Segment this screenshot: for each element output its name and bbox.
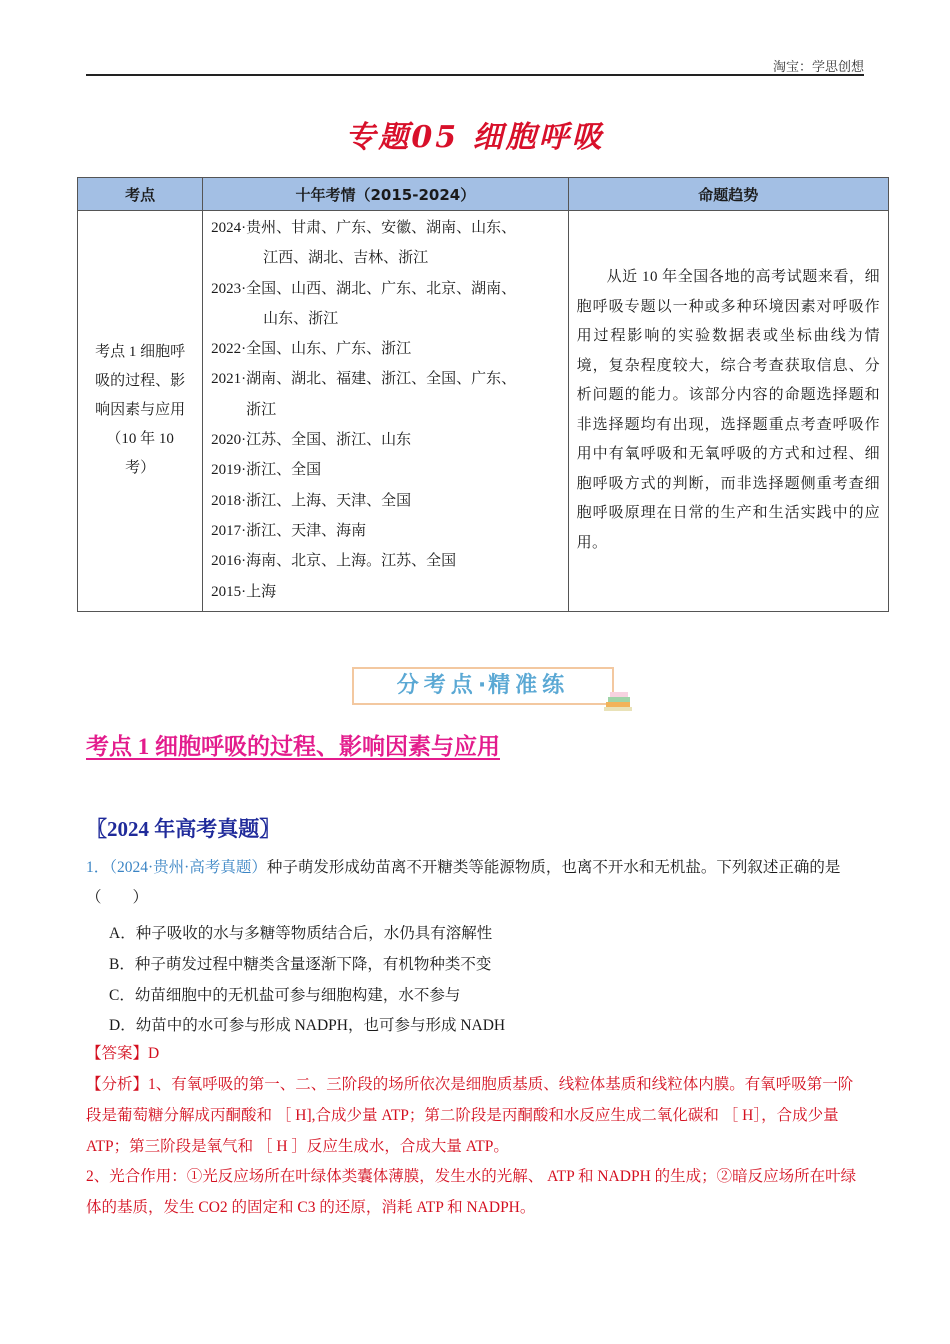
section-title: 〖2024 年高考真题〗 [86, 817, 281, 841]
overview-table [77, 177, 889, 612]
question-number: 1． [86, 859, 110, 876]
kaodian-line: （10 年 10 [106, 431, 174, 448]
banner-text-1: 分考点 [396, 673, 478, 698]
question-stem: 种子萌发形成幼苗离不开糖类等能源物质，也离不开水和无机盐。下列叙述正确的是（ ） [86, 859, 841, 906]
year-line: 山东、浙江 [263, 310, 339, 327]
books-icon [604, 690, 634, 712]
header-kaodian: 考点 [78, 178, 203, 211]
years-cell [203, 211, 568, 612]
year-line: 2022·全国、山东、广东、浙江 [211, 341, 412, 358]
year-line: 2021·湖南、湖北、福建、浙江、全国、广东、 [211, 371, 517, 388]
header-shop-text: 淘宝：学思创想 [772, 60, 864, 75]
option-d: D．幼苗中的水可参与形成 NADPH，也可参与形成 NADH [109, 1017, 506, 1034]
header-ten-years: 十年考情（2015-2024） [203, 178, 568, 211]
table-row [78, 211, 889, 612]
option-c: C．幼苗细胞中的无机盐可参与细胞构建，水不参与 [109, 987, 461, 1004]
year-line: 浙江 [246, 401, 277, 418]
year-line: 2024·贵州、甘肃、广东、安徽、湖南、山东、 [211, 220, 517, 236]
question-1 [86, 853, 866, 913]
page-header [86, 56, 864, 76]
year-line: 2018·浙江、上海、天津、全国 [211, 492, 412, 509]
year-line: 2016·海南、北京、上海。江苏、全国 [211, 553, 457, 570]
year-line: 2015·上海 [211, 583, 277, 600]
answer: 【答案】D [86, 1045, 160, 1062]
analysis-paragraph-1: 【分析】1、有氧呼吸的第一、二、三阶段的场所依次是细胞质基质、线粒体基质和线粒体内膜。有氧呼吸第一阶段是葡萄糖分解成丙酮酸和 ［ H],合成少量 ATP；第二阶段是丙酮酸和水反应生成二氧化碳和 ［ H］，合成少量 ATP；第三阶段是氧气和 ［ H ］反应生成水，合成大量 ATP。 [86, 1076, 854, 1155]
kaodian-heading: 考点 1 细胞呼吸的过程、影响因素与应用 [86, 734, 500, 759]
option-b: B．种子萌发过程中糖类含量逐渐下降，有机物种类不变 [109, 956, 492, 973]
page-title: 专题05 细胞呼吸 [345, 120, 605, 155]
kaodian-cell [78, 211, 203, 612]
kaodian-line: 考点 1 细胞呼 [95, 344, 186, 361]
trend-cell: 从近 10 年全国各地的高考试题来看，细胞呼吸专题以一种或多种环境因素对呼吸作用过程影响的实验数据表或坐标曲线为情境，复杂程度较大，综合考查获取信息、分析问题的能力。该部分内容的命题选择题和非选择题均有出现，选择题重点考查呼吸作用中有氧呼吸和无氧呼吸的方式和过程、细胞呼吸方式的判断，而非选择题侧重考查细胞呼吸原理在日常的生产和生活实践中的应用。 [568, 211, 888, 612]
year-line: 江西、湖北、吉林、浙江 [263, 250, 429, 267]
year-line: 2020·江苏、全国、浙江、山东 [211, 432, 412, 449]
option-a: A．种子吸收的水与多糖等物质结合后，水仍具有溶解性 [109, 925, 493, 942]
analysis-paragraph-2: 2、光合作用：①光反应场所在叶绿体类囊体薄膜，发生水的光解、 ATP 和 NADPH 的生成；②暗反应场所在叶绿体的基质，发生 CO2 的固定和 C3 的还原，消耗 ATP 和 NADPH。 [86, 1168, 857, 1216]
table-header-row [78, 178, 889, 211]
banner-dot: · [477, 673, 489, 698]
year-line: 2023·全国、山西、湖北、广东、北京、湖南、 [211, 280, 517, 297]
year-line: 2017·浙江、天津、海南 [211, 522, 367, 539]
header-trend: 命题趋势 [568, 178, 888, 211]
question-source: （2024·贵州·高考真题） [109, 859, 267, 876]
kaodian-line: 响因素与应用 [95, 402, 186, 419]
kaodian-line: 吸的过程、影 [95, 373, 186, 390]
practice-banner [352, 667, 614, 705]
kaodian-line: 考） [125, 460, 156, 477]
year-line: 2019·浙江、全国 [211, 462, 322, 479]
banner-text-2: 精准练 [488, 673, 570, 698]
